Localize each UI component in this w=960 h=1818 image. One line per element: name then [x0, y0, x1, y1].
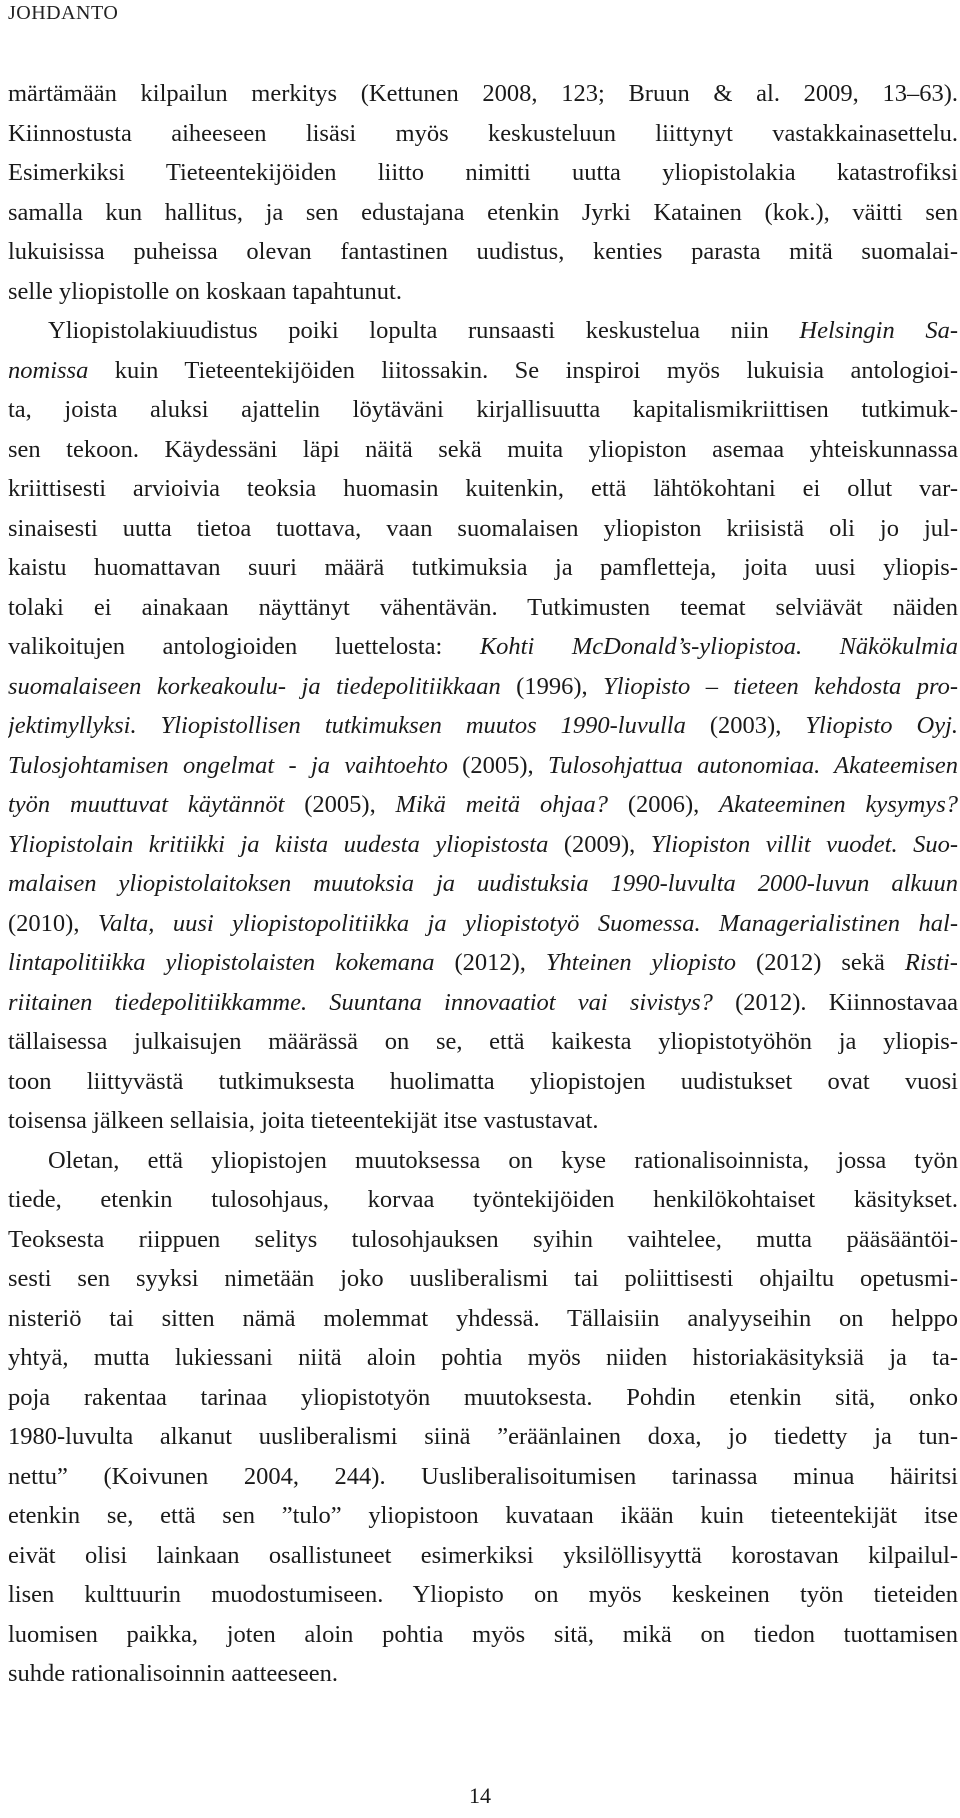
- text-run: märtämään kilpailun merkitys (Kettunen 2008, 123; Bruun & al. 2009, 13–63).: [8, 80, 958, 107]
- text-run: tolaki ei ainakaan näyttänyt vähentävän. Tutkimusten teemat selviävät näiden: [8, 593, 958, 621]
- text-line: [8, 548, 958, 588]
- text-run: (2012) sekä: [736, 949, 905, 976]
- running-header: JOHDANTO: [8, 2, 119, 24]
- text-line: [8, 1496, 958, 1536]
- text-run: (2012). Kiinnostavaa: [712, 988, 958, 1016]
- text-line: [8, 311, 958, 351]
- text-line: [8, 1575, 958, 1615]
- text-run: sesti sen syyksi nimetään joko uusliberalismi tai poliittisesti ohjailtu opetusmi-: [8, 1265, 958, 1292]
- text-run: valikoitujen antologioiden luettelosta:: [8, 633, 480, 660]
- text-run: selle yliopistolle on koskaan tapahtunut.: [8, 277, 402, 305]
- text-line: [8, 1417, 958, 1457]
- text-line: [8, 1220, 958, 1260]
- text-line: [8, 785, 958, 825]
- text-run: suhde rationalisoinnin aatteeseen.: [8, 1660, 338, 1687]
- italic-title-text: Valta, uusi yliopistopolitiikka ja yliopistotyö Suomessa. Managerialistinen hal-: [97, 909, 958, 937]
- text-run: (2003),: [685, 712, 806, 739]
- text-line: [8, 1299, 958, 1339]
- text-run: (2005),: [447, 751, 548, 779]
- text-line: [8, 272, 958, 312]
- page-number: 14: [469, 1783, 491, 1808]
- text-line: [8, 1536, 958, 1576]
- text-run: toon liittyvästä tutkimuksesta huolimatta yliopistojen uudistukset ovat vuosi: [8, 1067, 958, 1095]
- text-run: eivät olisi lainkaan osallistuneet esimerkiksi yksilöllisyyttä korostavan kilpailul-: [8, 1541, 958, 1569]
- italic-title-text: Yliopiston villit vuodet. Suo-: [650, 830, 958, 858]
- text-line: [8, 1180, 958, 1220]
- italic-title-text: työn muuttuvat käytännöt: [8, 791, 285, 818]
- text-run: Kiinnostusta aiheeseen lisäsi myös keskusteluun liittynyt vastakkainasettelu.: [8, 119, 958, 147]
- text-line: [8, 430, 958, 470]
- italic-title-text: Yhteinen yliopisto: [545, 949, 737, 976]
- text-run: sinaisesti uutta tietoa tuottava, vaan suomalaisen yliopiston kriisistä oli jo jul-: [8, 514, 958, 542]
- text-line: [8, 588, 958, 628]
- text-line: [8, 232, 958, 272]
- text-run: Esimerkiksi Tieteentekijöiden liitto nimitti uutta yliopistolakia katastrofiksi: [8, 159, 958, 186]
- italic-title-text: Tulosjohtamisen ongelmat - ja vaihtoehto: [8, 751, 448, 779]
- italic-title-text: Yliopisto – tieteen kehdosta pro-: [603, 672, 958, 700]
- italic-title-text: Akateeminen kysymys?: [719, 791, 958, 818]
- italic-title-text: Tulosohjattua autonomiaa. Akateemisen: [547, 751, 958, 779]
- text-run: samalla kun hallitus, ja sen edustajana etenkin Jyrki Katainen (kok.), väitti sen: [8, 198, 958, 226]
- text-line: [8, 1062, 958, 1102]
- text-run: kriittisesti arvioivia teoksia huomasin kuitenkin, että lähtökohtani ei ollut var-: [8, 475, 958, 502]
- text-line: [8, 1338, 958, 1378]
- text-line: [8, 746, 958, 786]
- text-line: [8, 509, 958, 549]
- text-line: [8, 864, 958, 904]
- text-run: tiede, etenkin tulosohjaus, korvaa työntekijöiden henkilökohtaiset käsitykset.: [8, 1186, 958, 1213]
- text-run: lukuisissa puheissa olevan fantastinen uudistus, kenties parasta mitä suomalai-: [8, 238, 958, 265]
- text-line: [8, 825, 958, 865]
- text-run: luomisen paikka, joten aloin pohtia myös sitä, mikä on tiedon tuottamisen: [8, 1620, 958, 1648]
- text-run: 1980-luvulta alkanut uusliberalismi siinä ”eräänlainen doxa, jo tiedetty ja tun-: [8, 1423, 958, 1450]
- text-run: ta, joista aluksi ajattelin löytäväni kirjallisuutta kapitalismikriittisen tutkimuk-: [8, 396, 958, 423]
- text-line: [8, 627, 958, 667]
- text-run: (1996),: [500, 672, 604, 700]
- italic-title-text: Yliopistolain kritiikki ja kiista uudesta yliopistosta: [8, 830, 549, 858]
- italic-title-text: Kohti McDonald’s-yliopistoa. Näkökulmia: [479, 633, 958, 660]
- italic-title-text: malaisen yliopistolaitoksen muutoksia ja uudistuksia 1990-luvulta 2000-luvun alkuun: [8, 870, 958, 897]
- text-run: sen tekoon. Käydessäni läpi näitä sekä muita yliopiston asemaa yhteiskunnassa: [8, 435, 958, 463]
- text-run: (2006),: [608, 791, 720, 818]
- text-run: nettu” (Koivunen 2004, 244). Uusliberalisoitumisen tarinassa minua häiritsi: [8, 1462, 958, 1490]
- text-run: yhtyä, mutta lukiessani niitä aloin pohtia myös niiden historiakäsityksiä ja ta-: [8, 1344, 958, 1371]
- text-run: Yliopistolakiuudistus poiki lopulta runsaasti keskustelua niin: [48, 317, 800, 344]
- text-run: kuin Tieteentekijöiden liitossakin. Se inspiroi myös lukuisia antologioi-: [88, 356, 958, 384]
- text-run: (2005),: [284, 791, 396, 818]
- italic-title-text: suomalaiseen korkeakoulu- ja tiedepolitiikkaan: [8, 672, 501, 700]
- italic-title-text: lintapolitiikka yliopistolaisten kokemana: [8, 949, 435, 976]
- text-run: poja rakentaa tarinaa yliopistotyön muutoksesta. Pohdin etenkin sitä, onko: [8, 1383, 958, 1411]
- italic-title-text: Risti-: [904, 949, 958, 976]
- text-run: etenkin se, että sen ”tulo” yliopistoon kuvataan ikään kuin tieteentekijät itse: [8, 1502, 958, 1529]
- text-line: [8, 1615, 958, 1655]
- text-line: [8, 983, 958, 1023]
- italic-title-text: Yliopisto Oyj.: [805, 712, 958, 739]
- text-run: (2010),: [8, 909, 98, 937]
- italic-title-text: Mikä meitä ohjaa?: [395, 791, 609, 818]
- text-run: (2012),: [434, 949, 546, 976]
- text-line: [8, 390, 958, 430]
- text-run: nisteriö tai sitten nämä molemmat yhdessä. Tällaisiin analyyseihin on helppo: [8, 1304, 958, 1332]
- text-line: [8, 114, 958, 154]
- text-line: [8, 193, 958, 233]
- text-line: [8, 74, 958, 114]
- text-line: [8, 667, 958, 707]
- text-line: [8, 351, 958, 391]
- text-line: [8, 1457, 958, 1497]
- text-line: [8, 469, 958, 509]
- text-run: lisen kulttuurin muodostumiseen. Yliopisto on myös keskeinen työn tieteiden: [8, 1581, 958, 1608]
- text-run: Oletan, että yliopistojen muutoksessa on kyse rationalisoinnista, jossa työn: [48, 1146, 958, 1174]
- text-line: [8, 1378, 958, 1418]
- text-line: [8, 153, 958, 193]
- text-run: tällaisessa julkaisujen määrässä on se, että kaikesta yliopistotyöhön ja yliopis-: [8, 1028, 958, 1055]
- text-line: [8, 943, 958, 983]
- text-line: [8, 1101, 958, 1141]
- text-run: Teoksesta riippuen selitys tulosohjauksen syihin vaihtelee, mutta pääsääntöi-: [8, 1225, 958, 1253]
- text-line: [8, 904, 958, 944]
- body-text: [8, 74, 958, 1694]
- text-line: [8, 1259, 958, 1299]
- text-run: kaistu huomattavan suuri määrä tutkimuksia ja pamfletteja, joita uusi yliopis-: [8, 554, 958, 581]
- italic-title-text: riitainen tiedepolitiikkamme. Suuntana innovaatiot vai sivistys?: [8, 988, 713, 1016]
- text-line: [8, 706, 958, 746]
- text-line: [8, 1022, 958, 1062]
- text-run: toisensa jälkeen sellaisia, joita tieteentekijät itse vastustavat.: [8, 1107, 599, 1134]
- text-line: [8, 1654, 958, 1694]
- italic-title-text: Helsingin Sa-: [799, 317, 958, 344]
- text-line: [8, 1141, 958, 1181]
- italic-title-text: nomissa: [8, 356, 89, 384]
- text-run: (2009),: [548, 830, 651, 858]
- italic-title-text: jektimyllyksi. Yliopistollisen tutkimuksen muutos 1990-luvulla: [8, 712, 686, 739]
